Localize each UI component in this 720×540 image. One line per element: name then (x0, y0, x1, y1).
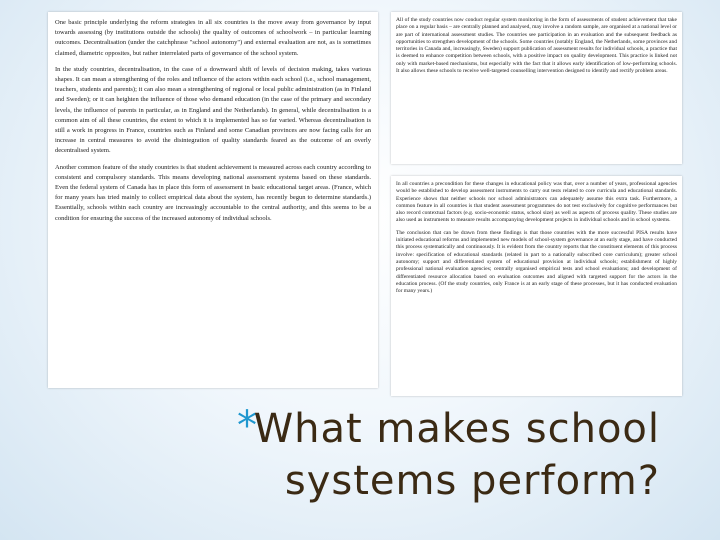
slide-title-line-1: What makes school (253, 406, 660, 452)
excerpt-paragraph: One basic principle underlying the reform strategies in all six countries is the move away from governance by input towards assessing (by institutions outside the schools) the quality of outcomes of schoolwork – in particular learning outcomes. Decentralisation (under the catchphrase "school autonomy") and external evaluation are not, as is sometimes claimed, diametric opposites, but rather interrelated parts of governance of the school system. (55, 19, 371, 57)
scanned-excerpt-right-bottom (391, 176, 682, 396)
title-bullet-icon: * (237, 403, 257, 449)
excerpt-paragraph: Another common feature of the study countries is that student achievement is measured across each country according to consistent and compulsory standards. This means developing national assessment systems based on these standards. Even the federal system of Canada has in place this form of assessment in basic educational target areas. (France, which for many years has tried mainly to collect empirical data about the system, has recently begun to determine standards.) Essentially, schools within each country are increasingly accountable to the central authority, and this seems to be a condition for ensuring the success of the increased autonomy of individual schools. (55, 163, 371, 222)
scanned-excerpt-left (48, 12, 378, 388)
slide-title (254, 403, 660, 507)
slide-title-line-2: systems perform? (284, 458, 660, 504)
excerpt-paragraph: In the study countries, decentralisation, in the case of a downward shift of levels of decision making, takes various shapes. It can mean a strengthening of the roles and influence of the actors within each school (i.e., school management, teachers, students and parents); it can also mean a strengthening of regional or local public administration (as in Finland and Sweden); or it can heighten the influence of those who demand education (in the case of the primary and secondary levels, the influence of parents in particular, as in England and the Netherlands). In general, while decentralisation is a common aim of all these countries, the extent to which it is implemented has so far varied. Whereas decentralisation is still a work in progress in France, countries such as Finland and some Canadian provinces are now facing calls for an increase in central measures to avoid the disintegration of quality standards feared as the outcome of an overly decentralised system. (55, 65, 371, 155)
excerpt-paragraph-conclusion: The conclusion that can be drawn from these findings is that those countries with the more successful PISA results have initiated educational reforms and implemented new models of school-system governance at an early stage, and have conducted this process systematically and continuously. It is evident from the country reports that the constituent elements of this process involve: specification of educational standards (related in part to a nationally subscribed core curriculum); greater school autonomy; support and differentiated system of educational provision at individual schools; establishment of highly professional national evaluation agencies; centrally organised empirical tests and school evaluations; and development of differentiated resource allocation based on evaluation outcomes and aligned with targeted support for the actors in the education process. (Of the study countries, only France is at an early stage of these processes, but it has conducted evaluation for many years.) (396, 229, 677, 295)
scanned-excerpt-right-top (391, 12, 682, 164)
excerpt-paragraph: In all countries a precondition for these changes in educational policy was that, over a number of years, professional agencies would be established to develop assessment instruments to carry out tests related to core curricula and educational standards. Experience shows that neither schools nor school administrators can adequately assume this extra task. Furthermore, a common feature in all countries is that student assessment programmes do not test exclusively for cognitive performances but also record contextual factors (e.g. socio-economic status, school size) as well as aspects of process quality. These studies are also used as instruments to measure results accompanying development projects in individual schools and in school systems. (396, 181, 677, 224)
excerpt-paragraph: All of the study countries now conduct regular system monitoring in the form of assessments of student achievement that take place on a regular basis – are centrally planned and analysed, may involve a random sample, are organised at a national level or are part of international assessment studies. The countries see participation in an evaluation and the subsequent feedback as opportunities to strengthen development of the schools. Some countries (notably England, the Netherlands, some provinces and territories in Canada and, increasingly, Sweden) support publication of assessment results for individual schools, a practice that is deemed to enhance competition between schools, with a positive impact on quality development. This practice is linked not only with market-based mechanisms, but especially with the fact that it allows early identification of low-performing schools. It also allows these schools to receive well-targeted counselling intervention designed to identify and rectify problem areas. (396, 17, 677, 75)
